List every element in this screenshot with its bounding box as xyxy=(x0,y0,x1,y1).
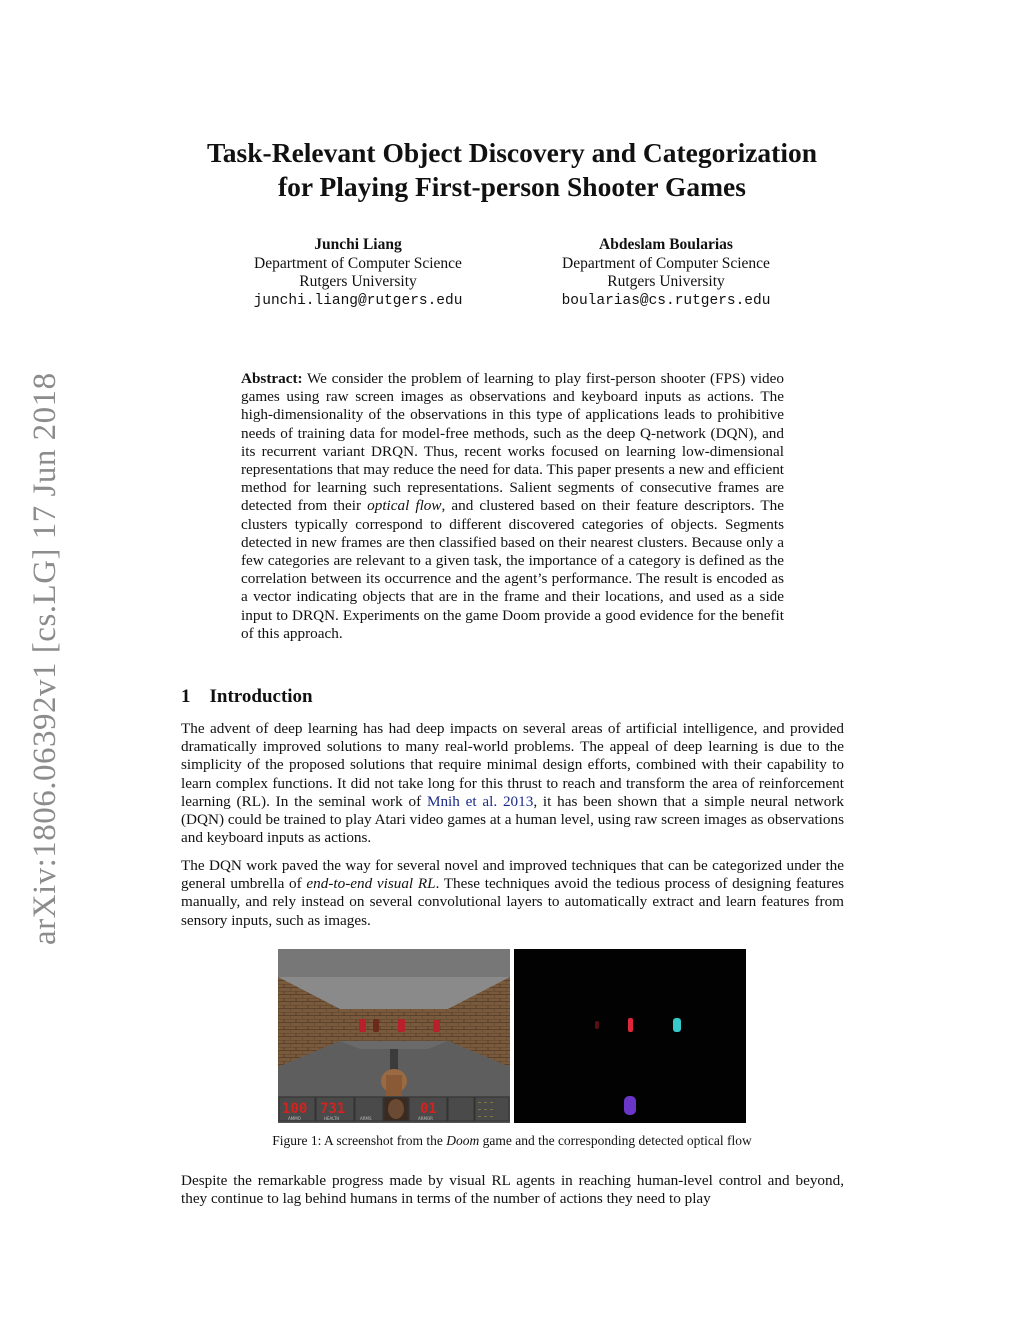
abstract-label: Abstract: xyxy=(241,370,303,387)
section-title: Introduction xyxy=(209,686,313,707)
hud-armor: 01 xyxy=(420,1101,437,1117)
intro-paragraph-2 xyxy=(181,857,844,930)
title-line-2: for Playing First-person Shooter Games xyxy=(278,171,746,202)
author-department: Department of Computer Science xyxy=(562,254,770,272)
svg-text:— — —: — — — xyxy=(478,1100,494,1106)
author-university: Rutgers University xyxy=(607,273,725,290)
hud-ammo: 100 xyxy=(282,1101,308,1117)
figure-caption xyxy=(150,1133,874,1149)
caption-emphasis: Doom xyxy=(446,1133,480,1148)
hud-health: 731 xyxy=(320,1101,346,1117)
paragraph-text-continued: , it has been shown that a simple neural network (DQN) could be trained to play Atari video games at a human level, using raw screen images as observations and keyboard inputs as actions. xyxy=(181,792,844,847)
title-line-1: Task-Relevant Object Discovery and Categorization xyxy=(206,137,818,168)
citation-link[interactable]: Mnih et al. 2013 xyxy=(426,792,534,810)
optical-flow-image xyxy=(514,949,746,1123)
doom-scene xyxy=(278,949,510,1123)
flow-blob xyxy=(595,1021,599,1029)
svg-text:— — —: — — — xyxy=(478,1107,494,1113)
arxiv-identifier: arXiv:1806.06392v1 [cs.LG] 17 Jun 2018 xyxy=(26,372,63,945)
author-name: Junchi Liang xyxy=(314,236,402,253)
author-email[interactable]: junchi.liang@rutgers.edu xyxy=(253,292,463,309)
doom-screenshot xyxy=(278,949,510,1123)
hud-label-ammo: AMMO xyxy=(288,1116,301,1121)
intro-paragraph-3: Despite the remarkable progress made by visual RL agents in reaching human-level control and beyond, they continue to lag behind humans in terms of the number of actions they need to play xyxy=(181,1172,844,1208)
hud-label-armor: ARMOR xyxy=(418,1116,433,1121)
svg-text:— — —: — — — xyxy=(478,1114,494,1120)
abstract-emphasis: optical flow xyxy=(367,497,442,515)
abstract xyxy=(241,370,784,643)
paragraph-text: The advent of deep learning has had deep impacts on several areas of artificial intelligence, and provided dramatically improved solutions to many real-world problems. The appeal of deep learning is due to the simplicity of the proposed solutions that require minimal design efforts, combined with their capability to learn complex functions. It did not take long for this thrust to reach and transform the area of reinforcement learning (RL). In the seminal work of xyxy=(181,720,844,810)
hud-label-arms: ARMS xyxy=(360,1116,372,1121)
author-email[interactable]: boularias@cs.rutgers.edu xyxy=(561,292,771,309)
caption-text-continued: game and the corresponding detected optical flow xyxy=(479,1133,752,1148)
optical-flow-map xyxy=(514,949,746,1123)
abstract-text: We consider the problem of learning to play first-person shooter (FPS) video games using raw screen images as observations and keyboard inputs as actions. The high-dimensionality of the observations in this type of applications leads to prohibitive needs of training data for model-free methods, such as the deep Q-network (DQN), and its recurrent variant DRQN. Thus, recent works focused on learning low-dimensional representations that may reduce the need for data. This paper presents a new and efficient method for learning such representations. Salient segments of consecutive frames are detected from their xyxy=(241,370,785,515)
status-bar xyxy=(278,1096,510,1123)
author-block-1 xyxy=(198,236,518,310)
author-block-2 xyxy=(506,236,826,310)
hud-label-health: HEALTH xyxy=(324,1116,340,1121)
flow-blob xyxy=(628,1018,633,1032)
caption-text: Figure 1: A screenshot from the xyxy=(272,1133,447,1148)
section-heading xyxy=(181,686,313,708)
flow-blob xyxy=(624,1096,636,1115)
paragraph-text: The DQN work paved the way for several novel and improved techniques that can be categorized under the general umbrella of xyxy=(181,857,844,893)
flow-blob xyxy=(673,1018,681,1032)
author-department: Department of Computer Science xyxy=(254,254,462,272)
paper-title xyxy=(150,136,874,204)
intro-paragraph-1 xyxy=(181,720,844,847)
author-university: Rutgers University xyxy=(299,273,417,290)
abstract-text-continued: , and clustered based on their feature descriptors. The clusters typically correspond to different discovered categories of objects. Segments detected in new frames are then classified based on their nearest clusters. Because only a few categories are relevant to a given task, the importance of a category is defined as the correlation between its occurrence and the agent’s performance. The result is encoded as a vector indicating objects that are in the frame and their locations, and used as a side input to DRQN. Experiments on the game Doom provide a good evidence for the benefit of this approach. xyxy=(241,497,785,642)
author-name: Abdeslam Boularias xyxy=(599,236,733,253)
paragraph-emphasis: end-to-end visual RL xyxy=(306,875,436,893)
section-number: 1 xyxy=(181,686,191,707)
paragraph-text-continued: . These techniques avoid the tedious process of designing features manually, and rely instead on several convolutional layers to automatically extract and learn features from sensory inputs, such as images. xyxy=(181,875,844,929)
